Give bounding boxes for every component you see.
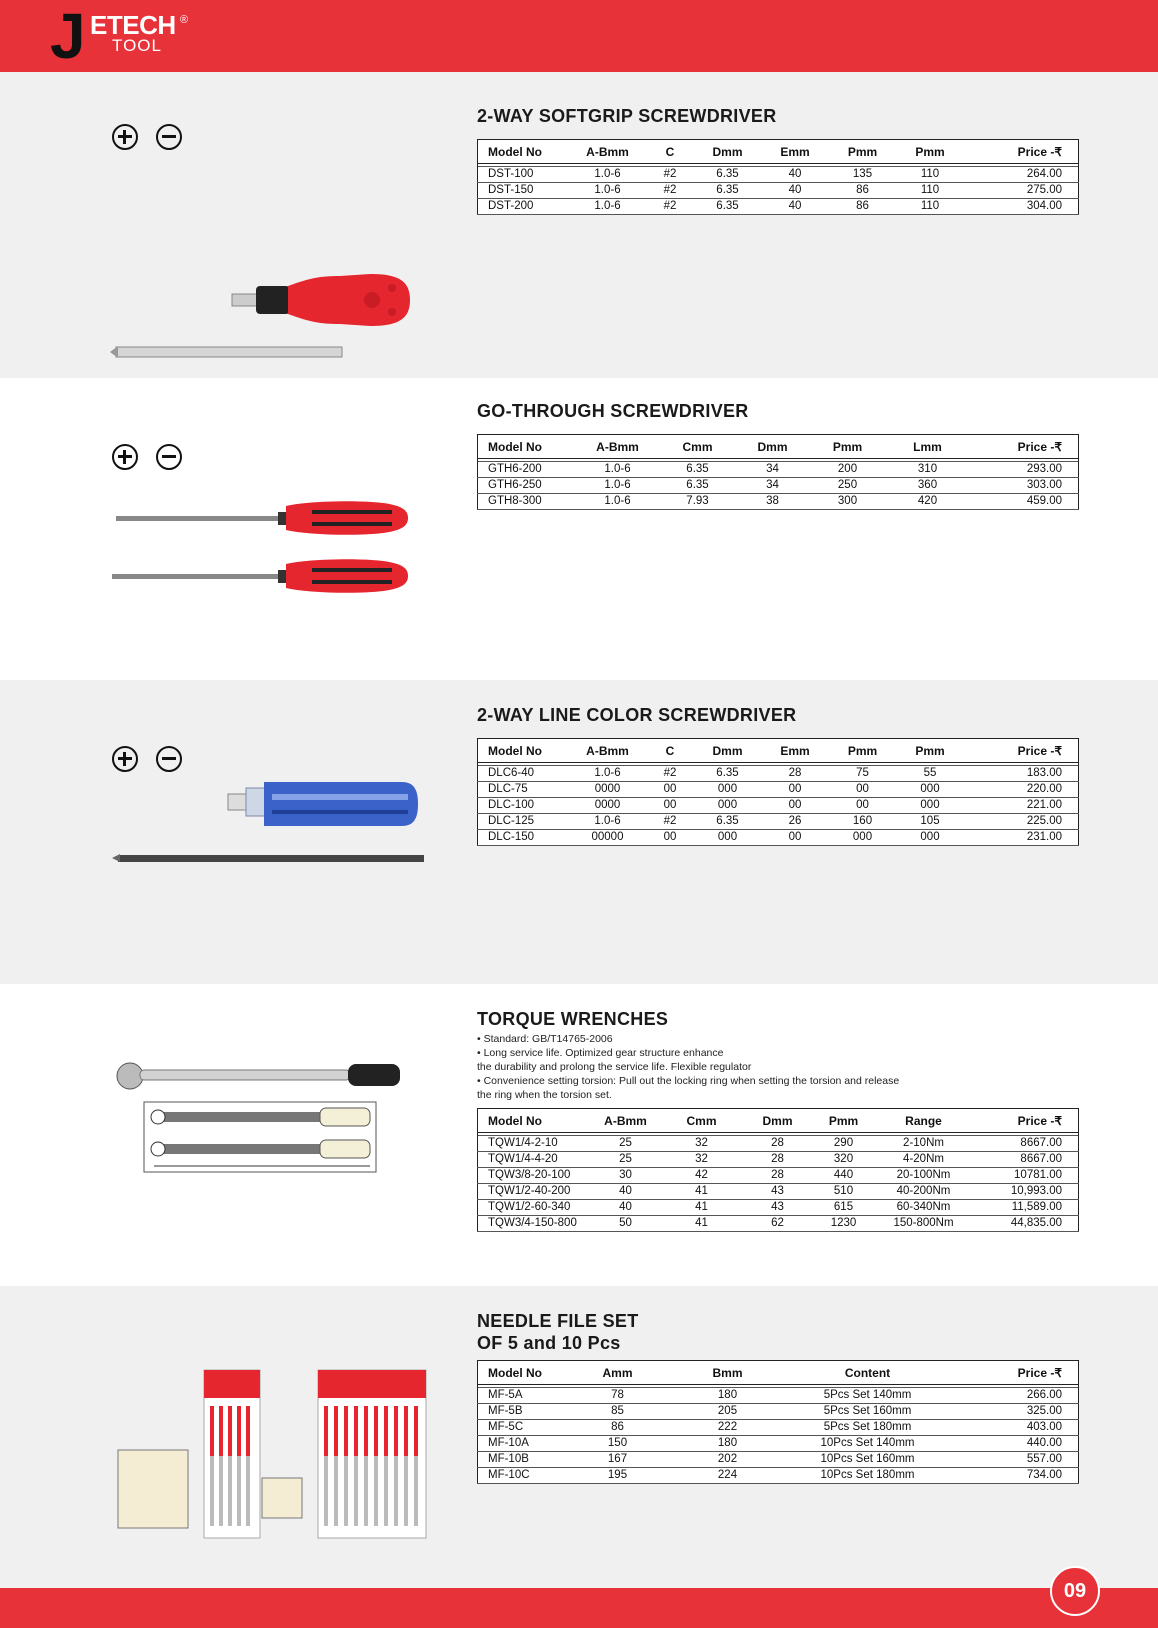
tip-type-icons: [112, 444, 192, 472]
col-header: Emm: [763, 739, 828, 763]
table-row: [478, 1468, 1079, 1484]
col-header: Emm: [763, 140, 828, 164]
cell: 60-340Nm: [874, 1200, 974, 1216]
cell: 41: [662, 1184, 742, 1200]
cell: 557.00: [938, 1452, 1079, 1468]
cell: 195: [578, 1468, 658, 1484]
cell: 1230: [814, 1216, 874, 1232]
table-row: [478, 1200, 1079, 1216]
table-row: [478, 1388, 1079, 1404]
cell: 38: [738, 494, 808, 510]
col-header: Pmm: [828, 739, 898, 763]
cell: 00: [763, 782, 828, 798]
col-header: Price -₹: [974, 1109, 1079, 1133]
slotted-icon: [156, 444, 182, 470]
cell: 160: [828, 814, 898, 830]
footer-bar: [0, 1588, 1158, 1628]
cell: 25: [590, 1136, 662, 1152]
col-header: Price -₹: [963, 140, 1079, 164]
cell: 459.00: [968, 494, 1079, 510]
cell: 7.93: [658, 494, 738, 510]
cell: 5Pcs Set 140mm: [798, 1388, 938, 1404]
logo-tool: TOOL: [112, 36, 162, 55]
col-header: Content: [798, 1361, 938, 1385]
cell: 40: [590, 1200, 662, 1216]
cell: 110: [898, 183, 963, 199]
cell: 440.00: [938, 1436, 1079, 1452]
table-row: [478, 1168, 1079, 1184]
cell: 00: [648, 782, 693, 798]
cell: 300: [808, 494, 888, 510]
col-header: Cmm: [658, 435, 738, 459]
col-header: Model No: [478, 1361, 578, 1385]
cell: 86: [828, 183, 898, 199]
cell: 293.00: [968, 462, 1079, 478]
cell: DLC6-40: [478, 766, 568, 782]
cell: 10Pcs Set 140mm: [798, 1436, 938, 1452]
cell: 10,993.00: [974, 1184, 1079, 1200]
table-row: [478, 167, 1079, 183]
cell: 6.35: [658, 478, 738, 494]
table-row: [478, 1404, 1079, 1420]
cell: GTH8-300: [478, 494, 578, 510]
cell: 78: [578, 1388, 658, 1404]
cell: 28: [742, 1168, 814, 1184]
cell: 40: [763, 199, 828, 215]
cell: TQW1/2-60-340: [478, 1200, 590, 1216]
cell: 734.00: [938, 1468, 1079, 1484]
cell: DLC-100: [478, 798, 568, 814]
cell: 00: [648, 798, 693, 814]
table-row: [478, 199, 1079, 215]
table-row: [478, 1136, 1079, 1152]
cell: 303.00: [968, 478, 1079, 494]
table-row: [478, 478, 1079, 494]
cell: 28: [742, 1136, 814, 1152]
feature-item: • Long service life. Optimized gear structure enhance: [477, 1047, 724, 1059]
tip-type-icons: [112, 746, 192, 774]
cell: DST-150: [478, 183, 568, 199]
cell: 403.00: [938, 1420, 1079, 1436]
line-color-spec-table: [477, 738, 1079, 846]
cell: 167: [578, 1452, 658, 1468]
col-header: Dmm: [742, 1109, 814, 1133]
cell: 304.00: [963, 199, 1079, 215]
cell: 43: [742, 1184, 814, 1200]
cell: GTH6-250: [478, 478, 578, 494]
torque-spec-table: [477, 1108, 1079, 1232]
col-header: Model No: [478, 140, 568, 164]
cell: 360: [888, 478, 968, 494]
table-row: [478, 183, 1079, 199]
cell: 220.00: [963, 782, 1079, 798]
cell: 1.0-6: [578, 462, 658, 478]
cell: 00: [828, 798, 898, 814]
cell: TQW1/4-2-10: [478, 1136, 590, 1152]
table-row: [478, 766, 1079, 782]
table-row: [478, 782, 1079, 798]
col-header: Pmm: [898, 739, 963, 763]
cell: 42: [662, 1168, 742, 1184]
cell: TQW3/8-20-100: [478, 1168, 590, 1184]
cell: 1.0-6: [568, 199, 648, 215]
cell: 1.0-6: [568, 766, 648, 782]
cell: 180: [658, 1388, 798, 1404]
cell: #2: [648, 814, 693, 830]
cell: 135: [828, 167, 898, 183]
cell: 6.35: [693, 814, 763, 830]
table-row: [478, 1184, 1079, 1200]
line-color-screwdriver-image: [112, 780, 432, 890]
cell: 2-10Nm: [874, 1136, 974, 1152]
cell: DLC-125: [478, 814, 568, 830]
section-softgrip-screwdriver: [0, 72, 1158, 378]
cell: 40: [590, 1184, 662, 1200]
feature-item: the ring when the torsion set.: [477, 1089, 612, 1101]
torque-wrench-image: [112, 1054, 422, 1194]
section-torque-wrenches: [0, 984, 1158, 1286]
cell: 150-800Nm: [874, 1216, 974, 1232]
cell: 41: [662, 1200, 742, 1216]
cell: 11,589.00: [974, 1200, 1079, 1216]
cell: 1.0-6: [578, 494, 658, 510]
cell: 290: [814, 1136, 874, 1152]
cell: 75: [828, 766, 898, 782]
cell: 6.35: [658, 462, 738, 478]
cell: #2: [648, 167, 693, 183]
cell: 85: [578, 1404, 658, 1420]
cell: 224: [658, 1468, 798, 1484]
cell: DLC-150: [478, 830, 568, 846]
section-title: TORQUE WRENCHES: [477, 1009, 669, 1029]
table-header-row: [478, 140, 1079, 164]
cell: 1.0-6: [578, 478, 658, 494]
table-row: [478, 1152, 1079, 1168]
col-header: Pmm: [814, 1109, 874, 1133]
cell: MF-10C: [478, 1468, 578, 1484]
cell: 110: [898, 199, 963, 215]
col-header: A-Bmm: [568, 739, 648, 763]
section-line-color-screwdriver: [0, 680, 1158, 984]
col-header: Lmm: [888, 435, 968, 459]
table-row: [478, 1420, 1079, 1436]
cell: 320: [814, 1152, 874, 1168]
cell: 202: [658, 1452, 798, 1468]
cell: 34: [738, 462, 808, 478]
needle-file-spec-table: [477, 1360, 1079, 1484]
cell: 440: [814, 1168, 874, 1184]
cell: 150: [578, 1436, 658, 1452]
cell: 0000: [568, 798, 648, 814]
cell: #2: [648, 183, 693, 199]
col-header: A-Bmm: [578, 435, 658, 459]
cell: 41: [662, 1216, 742, 1232]
phillips-icon: [112, 746, 138, 772]
table-row: [478, 494, 1079, 510]
cell: 6.35: [693, 183, 763, 199]
table-row: [478, 1436, 1079, 1452]
cell: 40: [763, 183, 828, 199]
cell: 00000: [568, 830, 648, 846]
section-go-through-screwdriver: [0, 378, 1158, 680]
cell: 275.00: [963, 183, 1079, 199]
slotted-icon: [156, 124, 182, 150]
col-header: Model No: [478, 739, 568, 763]
cell: 40: [763, 167, 828, 183]
cell: 00: [828, 782, 898, 798]
cell: 000: [693, 782, 763, 798]
col-header: Cmm: [662, 1109, 742, 1133]
table-header-row: [478, 1361, 1079, 1385]
col-header: C: [648, 140, 693, 164]
feature-item: • Convenience setting torsion: Pull out the locking ring when setting the torsion and release: [477, 1075, 900, 1087]
logo-etech: ETECH: [90, 10, 176, 40]
cell: 43: [742, 1200, 814, 1216]
table-header-row: [478, 435, 1079, 459]
col-header: Price -₹: [963, 739, 1079, 763]
softgrip-screwdriver-image: [110, 182, 410, 372]
cell: 25: [590, 1152, 662, 1168]
cell: 10Pcs Set 180mm: [798, 1468, 938, 1484]
cell: 00: [763, 798, 828, 814]
cell: 266.00: [938, 1388, 1079, 1404]
col-header: Dmm: [693, 140, 763, 164]
cell: 34: [738, 478, 808, 494]
header-bar: [0, 0, 1158, 72]
cell: #2: [648, 199, 693, 215]
cell: 6.35: [693, 199, 763, 215]
cell: 000: [898, 798, 963, 814]
slotted-icon: [156, 746, 182, 772]
cell: 6.35: [693, 766, 763, 782]
cell: MF-5A: [478, 1388, 578, 1404]
col-header: Dmm: [693, 739, 763, 763]
cell: 325.00: [938, 1404, 1079, 1420]
col-header: Price -₹: [968, 435, 1079, 459]
cell: #2: [648, 766, 693, 782]
cell: 4-20Nm: [874, 1152, 974, 1168]
cell: 420: [888, 494, 968, 510]
cell: 615: [814, 1200, 874, 1216]
cell: 205: [658, 1404, 798, 1420]
feature-item: the durability and prolong the service life. Flexible regulator: [477, 1061, 752, 1073]
cell: 28: [763, 766, 828, 782]
cell: 5Pcs Set 180mm: [798, 1420, 938, 1436]
cell: DST-200: [478, 199, 568, 215]
cell: DST-100: [478, 167, 568, 183]
cell: 26: [763, 814, 828, 830]
jetech-logo: [50, 0, 200, 72]
cell: 00: [763, 830, 828, 846]
cell: 180: [658, 1436, 798, 1452]
feature-list: [477, 1032, 997, 1102]
cell: 000: [828, 830, 898, 846]
cell: 62: [742, 1216, 814, 1232]
col-header: A-Bmm: [568, 140, 648, 164]
cell: GTH6-200: [478, 462, 578, 478]
cell: MF-5C: [478, 1420, 578, 1436]
logo-registered-mark: ®: [180, 14, 189, 26]
col-header: Pmm: [898, 140, 963, 164]
table-row: [478, 462, 1079, 478]
table-row: [478, 1452, 1079, 1468]
cell: 6.35: [693, 167, 763, 183]
cell: TQW3/4-150-800: [478, 1216, 590, 1232]
cell: 5Pcs Set 160mm: [798, 1404, 938, 1420]
cell: 20-100Nm: [874, 1168, 974, 1184]
col-header: Dmm: [738, 435, 808, 459]
section-title: 2-WAY LINE COLOR SCREWDRIVER: [477, 705, 797, 725]
cell: 8667.00: [974, 1152, 1079, 1168]
table-row: [478, 814, 1079, 830]
cell: MF-10A: [478, 1436, 578, 1452]
cell: 225.00: [963, 814, 1079, 830]
section-title: GO-THROUGH SCREWDRIVER: [477, 401, 749, 421]
cell: 32: [662, 1136, 742, 1152]
cell: TQW1/2-40-200: [478, 1184, 590, 1200]
phillips-icon: [112, 444, 138, 470]
table-row: [478, 830, 1079, 846]
cell: 183.00: [963, 766, 1079, 782]
cell: 28: [742, 1152, 814, 1168]
cell: 222: [658, 1420, 798, 1436]
logo-j: J: [50, 0, 84, 72]
table-row: [478, 798, 1079, 814]
col-header: Amm: [578, 1361, 658, 1385]
cell: 44,835.00: [974, 1216, 1079, 1232]
cell: 1.0-6: [568, 183, 648, 199]
col-header: Price -₹: [938, 1361, 1079, 1385]
cell: 1.0-6: [568, 814, 648, 830]
section-title: NEEDLE FILE SET: [477, 1311, 639, 1331]
cell: 200: [808, 462, 888, 478]
cell: 510: [814, 1184, 874, 1200]
page-number: 09: [1050, 1566, 1100, 1616]
go-through-spec-table: [477, 434, 1079, 510]
cell: MF-10B: [478, 1452, 578, 1468]
col-header: C: [648, 739, 693, 763]
cell: 000: [898, 830, 963, 846]
cell: MF-5B: [478, 1404, 578, 1420]
phillips-icon: [112, 124, 138, 150]
col-header: Model No: [478, 435, 578, 459]
col-header: Range: [874, 1109, 974, 1133]
cell: 000: [693, 798, 763, 814]
cell: 221.00: [963, 798, 1079, 814]
table-header-row: [478, 739, 1079, 763]
softgrip-spec-table: [477, 139, 1079, 215]
cell: 250: [808, 478, 888, 494]
cell: 10781.00: [974, 1168, 1079, 1184]
cell: 50: [590, 1216, 662, 1232]
cell: 30: [590, 1168, 662, 1184]
tip-type-icons: [112, 124, 192, 152]
cell: 1.0-6: [568, 167, 648, 183]
cell: 86: [578, 1420, 658, 1436]
cell: 55: [898, 766, 963, 782]
section-needle-file-set: [0, 1286, 1158, 1588]
cell: 00: [648, 830, 693, 846]
cell: 000: [898, 782, 963, 798]
col-header: Model No: [478, 1109, 590, 1133]
section-title: 2-WAY SOFTGRIP SCREWDRIVER: [477, 106, 777, 126]
cell: 310: [888, 462, 968, 478]
cell: 8667.00: [974, 1136, 1079, 1152]
cell: TQW1/4-4-20: [478, 1152, 590, 1168]
cell: 110: [898, 167, 963, 183]
col-header: A-Bmm: [590, 1109, 662, 1133]
cell: 10Pcs Set 160mm: [798, 1452, 938, 1468]
cell: 264.00: [963, 167, 1079, 183]
col-header: Pmm: [828, 140, 898, 164]
cell: 86: [828, 199, 898, 215]
cell: 32: [662, 1152, 742, 1168]
col-header: Bmm: [658, 1361, 798, 1385]
feature-item: • Standard: GB/T14765-2006: [477, 1033, 613, 1045]
cell: 231.00: [963, 830, 1079, 846]
cell: 000: [693, 830, 763, 846]
cell: DLC-75: [478, 782, 568, 798]
cell: 105: [898, 814, 963, 830]
needle-file-set-image: [112, 1366, 432, 1546]
table-row: [478, 1216, 1079, 1232]
table-header-row: [478, 1109, 1079, 1133]
col-header: Pmm: [808, 435, 888, 459]
cell: 40-200Nm: [874, 1184, 974, 1200]
section-subtitle: OF 5 and 10 Pcs: [477, 1333, 621, 1353]
cell: 0000: [568, 782, 648, 798]
go-through-screwdriver-image: [112, 498, 412, 608]
